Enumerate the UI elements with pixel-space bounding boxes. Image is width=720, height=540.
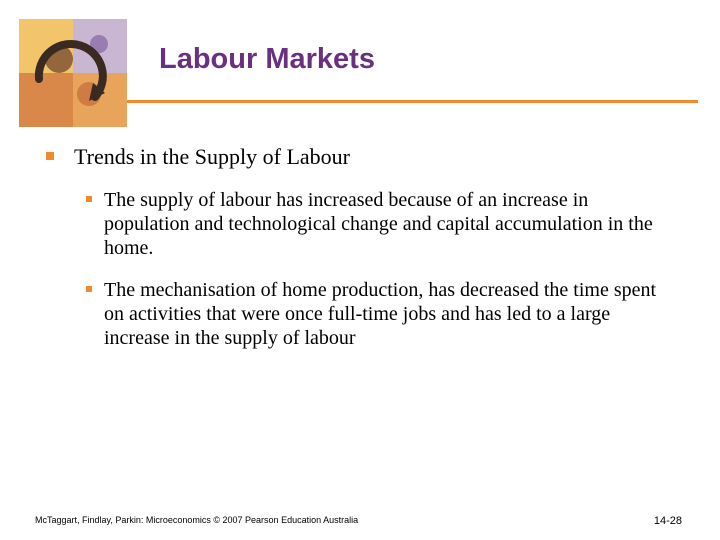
bullet-square-icon — [86, 286, 92, 292]
main-bullet — [46, 143, 686, 171]
slide-content — [46, 143, 686, 368]
main-bullet-text: Trends in the Supply of Labour — [74, 144, 351, 169]
slide-title: Labour Markets — [159, 43, 375, 75]
sub-bullet-text: The supply of labour has increased because of an increase in population and technological change and capital accumulation in the home. — [104, 189, 653, 259]
logo-image — [19, 19, 127, 127]
sub-bullet — [86, 278, 659, 350]
sub-bullet — [86, 188, 659, 260]
bullet-square-icon — [46, 152, 54, 160]
title-divider — [127, 100, 698, 103]
sub-bullet-text: The mechanisation of home production, has decreased the time spent on activities that were once full-time jobs and has led to a large increase in the supply of labour — [104, 279, 657, 349]
bullet-square-icon — [86, 196, 92, 202]
sub-bullet-list — [86, 188, 686, 350]
page-number: 14-28 — [653, 515, 682, 527]
footer-citation: McTaggart, Findlay, Parkin: Microeconomics © 2007 Pearson Education Australia — [35, 515, 359, 525]
